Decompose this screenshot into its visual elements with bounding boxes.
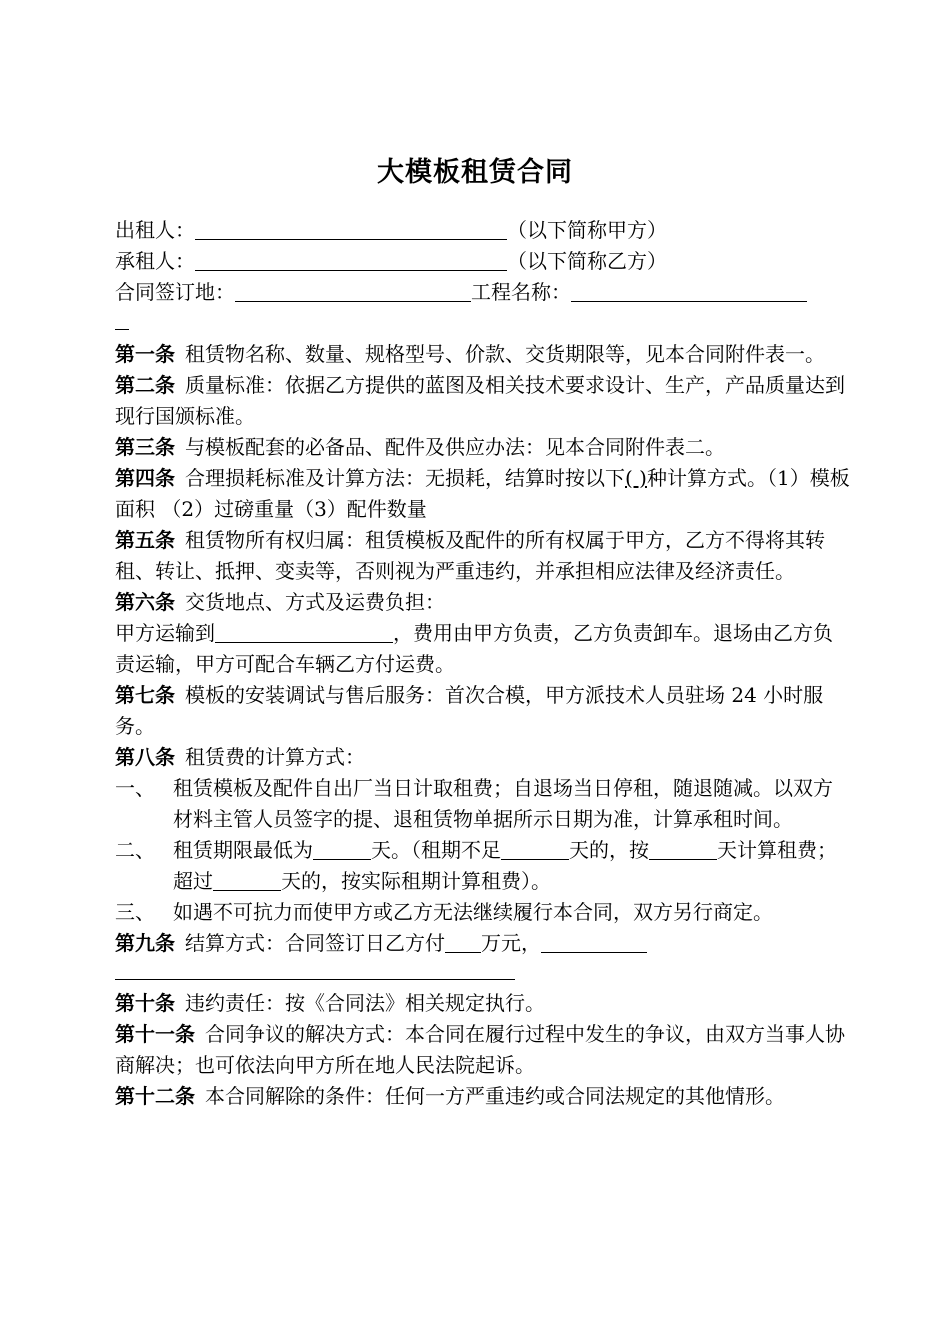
lessee-blank[interactable] (195, 248, 507, 271)
article-1 (115, 339, 850, 370)
lessee-note: （以下简称乙方） (507, 249, 667, 273)
item-number: 一、 (115, 776, 155, 800)
project-label: 工程名称： (471, 280, 571, 304)
article-6-delivery (115, 618, 850, 680)
article-7 (115, 680, 850, 742)
item-text: 天的，按 (569, 838, 649, 862)
item-text: 天的，按实际租期计算租费）。 (281, 869, 551, 893)
article-2-heading: 第二条 (115, 373, 175, 397)
article-9-heading: 第九条 (115, 931, 175, 955)
project-blank[interactable] (571, 279, 807, 302)
item-text: 租赁模板及配件自出厂当日计取租费；自退场当日停租，随退随减。以双方材料主管人员签字的提、退租赁物单据所示日期为准，计算承租时间。 (173, 776, 833, 831)
article-4-choice-blank[interactable]: ( ) (625, 466, 647, 490)
article-4-text-before: 合理损耗标准及计算方法：无损耗，结算时按以下 (185, 466, 625, 490)
article-1-heading: 第一条 (115, 342, 175, 366)
short-days-blank[interactable] (501, 837, 569, 860)
min-days-blank[interactable] (313, 837, 371, 860)
article-6-delivery-before: 甲方运输到 (115, 621, 215, 645)
item-text: 如遇不可抗力而使甲方或乙方无法继续履行本合同，双方另行商定。 (173, 900, 773, 924)
article-6-heading: 第六条 (115, 590, 175, 614)
article-9 (115, 928, 850, 959)
article-1-text: 租赁物名称、数量、规格型号、价款、交货期限等，见本合同附件表一。 (185, 342, 825, 366)
article-5-heading: 第五条 (115, 528, 175, 552)
article-8 (115, 742, 850, 773)
article-6-delivery-after: ，费用由甲方负责，乙方负责卸车。退场由乙方负责运输，甲方可配合车辆乙方付运费。 (115, 621, 833, 676)
lessor-blank[interactable] (195, 217, 507, 240)
article-4 (115, 463, 850, 525)
article-4-text-after: 种计算方式。（1）模板面积 （2）过磅重量（3）配件数量 (115, 466, 850, 521)
lessor-label: 出租人： (115, 218, 195, 242)
lessor-line (115, 215, 850, 246)
delivery-location-blank[interactable] (215, 620, 393, 643)
article-12-text: 本合同解除的条件：任何一方严重违约或合同法规定的其他情形。 (205, 1084, 785, 1108)
item-number: 二、 (115, 838, 155, 862)
article-2 (115, 370, 850, 432)
document-title: 大模板租赁合同 (377, 157, 573, 188)
article-10-text: 违约责任：按《合同法》相关规定执行。 (185, 991, 545, 1015)
contract-body (115, 215, 850, 1112)
article-6-text: 交货地点、方式及运费负担： (185, 590, 445, 614)
item-number: 三、 (115, 900, 155, 924)
lessor-note: （以下简称甲方） (507, 218, 667, 242)
project-blank-continuation (115, 308, 850, 339)
payment-terms-continuation-blank[interactable] (115, 959, 515, 980)
article-11-text: 合同争议的解决方式：本合同在履行过程中发生的争议，由双方当事人协商解决；也可依法向甲方所在地人民法院起诉。 (115, 1022, 845, 1077)
project-blank-stub (115, 309, 129, 330)
article-8-item-1 (115, 773, 850, 835)
article-5 (115, 525, 850, 587)
payment-terms-blank[interactable] (541, 930, 647, 953)
article-4-heading: 第四条 (115, 466, 175, 490)
article-12-heading: 第十二条 (115, 1084, 195, 1108)
article-7-heading: 第七条 (115, 683, 175, 707)
article-8-text: 租赁费的计算方式： (185, 745, 365, 769)
article-9-text-mid: 万元， (481, 931, 541, 955)
place-blank[interactable] (235, 279, 471, 302)
item-text: 租赁期限最低为 (173, 838, 313, 862)
item-text: 天计算租费；超过 (173, 838, 837, 893)
article-8-item-3 (115, 897, 850, 928)
place-project-line (115, 277, 850, 308)
payment-amount-blank[interactable] (445, 930, 481, 953)
lessee-line (115, 246, 850, 277)
article-3-heading: 第三条 (115, 435, 175, 459)
article-3 (115, 432, 850, 463)
article-5-text: 租赁物所有权归属：租赁模板及配件的所有权属于甲方，乙方不得将其转租、转让、抵押、变卖等，否则视为严重违约，并承担相应法律及经济责任。 (115, 528, 825, 583)
place-label: 合同签订地： (115, 280, 235, 304)
over-days-blank[interactable] (213, 868, 281, 891)
article-11-heading: 第十一条 (115, 1022, 195, 1046)
article-8-heading: 第八条 (115, 745, 175, 769)
item-text: 天。（租期不足 (371, 838, 501, 862)
article-10-heading: 第十条 (115, 991, 175, 1015)
article-10 (115, 988, 850, 1019)
article-12 (115, 1081, 850, 1112)
billing-days-blank[interactable] (649, 837, 717, 860)
article-3-text: 与模板配套的必备品、配件及供应办法：见本合同附件表二。 (185, 435, 725, 459)
article-6 (115, 587, 850, 618)
article-8-item-2 (115, 835, 850, 897)
lessee-label: 承租人： (115, 249, 195, 273)
article-9-text-before: 结算方式：合同签订日乙方付 (185, 931, 445, 955)
article-11 (115, 1019, 850, 1081)
article-7-text: 模板的安装调试与售后服务：首次合模，甲方派技术人员驻场 24 小时服务。 (115, 683, 824, 738)
article-2-text: 质量标准：依据乙方提供的蓝图及相关技术要求设计、生产，产品质量达到现行国颁标准。 (115, 373, 845, 428)
